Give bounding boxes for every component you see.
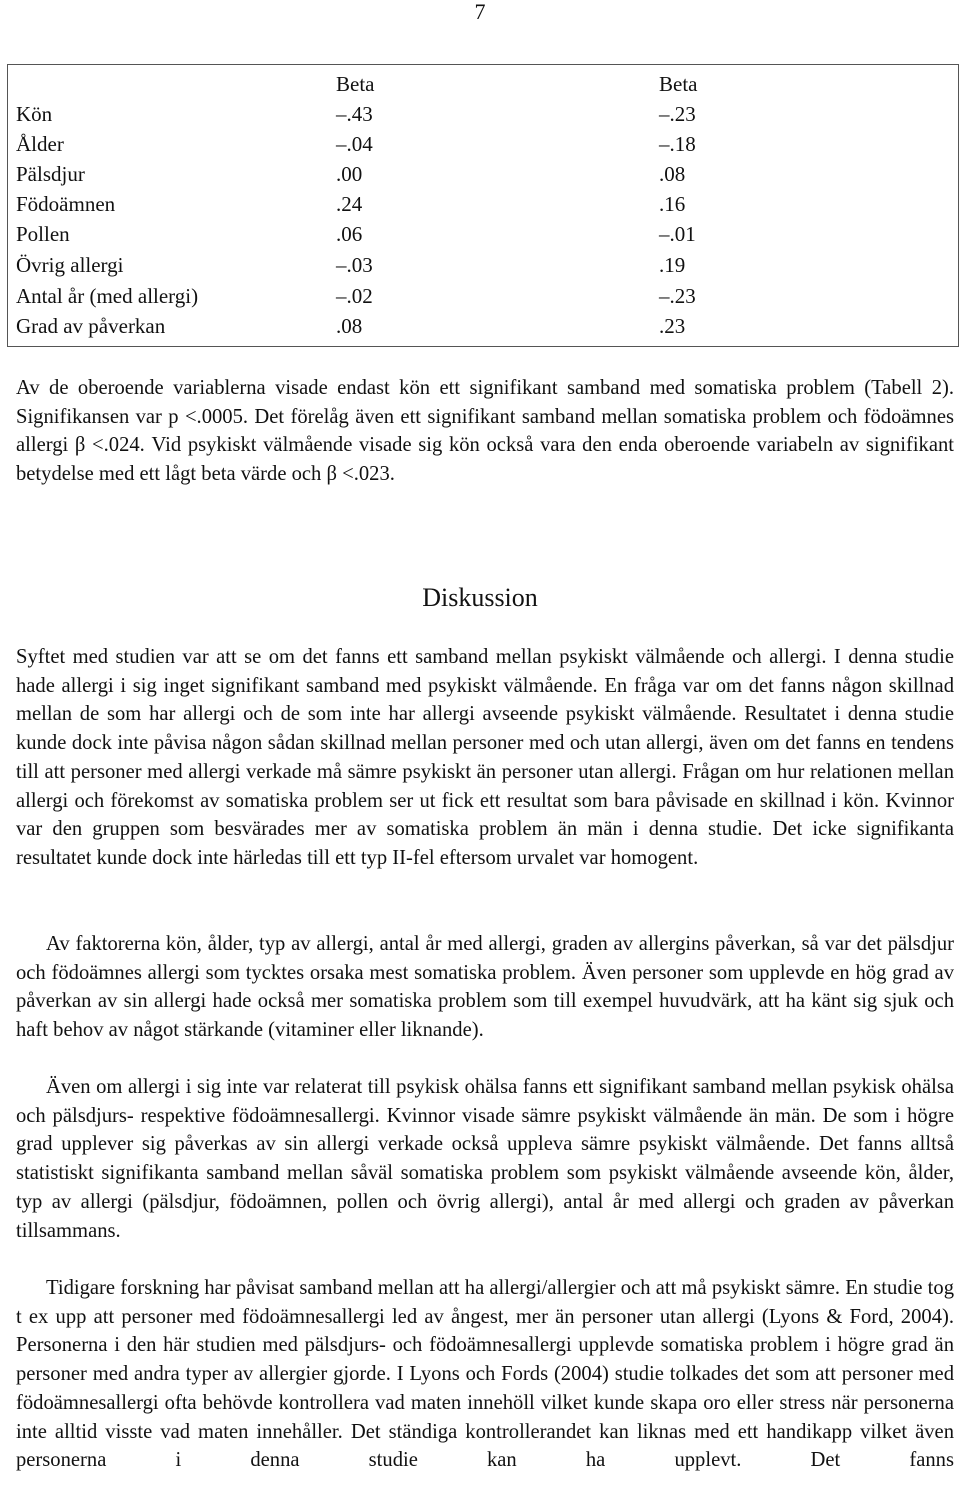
table-cell-beta-2: .08 (659, 162, 686, 186)
table-cell-label: Grad av påverkan (16, 314, 166, 338)
table-cell-beta-1: –.03 (336, 253, 373, 277)
table-cell-beta-1: –.43 (336, 102, 373, 126)
table-cell-beta-1: .06 (336, 222, 363, 246)
results-paragraph: Av de oberoende variablerna visade endast kön ett signifikant samband med somatiska problem (Tabell 2). Signifikansen var p <.0005. Det förelåg även ett signifikant samband mellan somatiska problem och födoämnes allergi β <.024. Vid psykiskt välmående visade sig kön också vara den enda oberoende variabeln av signifikant betydelse med ett lågt beta värde och β <.023. (16, 377, 954, 486)
table-row (16, 281, 946, 311)
table-row (16, 159, 946, 189)
table-cell-beta-2: –.01 (659, 222, 696, 246)
table-cell-beta-2: .16 (659, 192, 686, 216)
discussion-paragraph-3: Även om allergi i sig inte var relaterat till psykisk ohälsa fanns ett signifikant samband mellan psykisk ohälsa och pälsdjurs- respektive födoämnesallergi. Kvinnor visade sämre psykiskt välmående än män. De som i högre grad upplever sig påverkas av sin allergi verkade också uppleva sämre psykiskt välmående. Det fanns alltså statistiskt signifikanta samband mellan såväl somatiska problem som psykiskt välmående avseende kön, ålder, typ av allergi (pälsdjur, födoämnen, pollen och övrig allergi), antal år med allergi och graden av påverkan tillsammans. (16, 1076, 954, 1242)
table-header-row (16, 69, 946, 99)
section-heading: Diskussion (422, 583, 538, 612)
table-cell-beta-1: .24 (336, 192, 363, 216)
table-row (16, 219, 946, 249)
table-row (16, 250, 946, 280)
table-row (16, 189, 946, 219)
table-cell-label: Pälsdjur (16, 162, 85, 186)
table-cell-beta-1: .00 (336, 162, 363, 186)
table-cell-beta-2: .19 (659, 253, 686, 277)
table-cell-label: Övrig allergi (16, 253, 124, 277)
table-cell-label: Ålder (16, 132, 64, 156)
table-cell-beta-2: –.23 (659, 284, 696, 308)
table-cell-beta-1: –.02 (336, 284, 373, 308)
table-cell-beta-1: –.04 (336, 132, 373, 156)
table-cell-label: Kön (16, 102, 53, 126)
table-cell-beta-2: .23 (659, 314, 686, 338)
table-row (16, 129, 946, 159)
table-cell-label: Antal år (med allergi) (16, 284, 199, 308)
beta-table (7, 64, 959, 347)
table-cell-beta-2: –.23 (659, 102, 696, 126)
table-header-beta-1: Beta (336, 72, 375, 96)
discussion-paragraph-4: Tidigare forskning har påvisat samband mellan att ha allergi/allergier och att må psykiskt sämre. En studie tog t ex upp att personer med födoämnesallergi led av ångest, mer än personer utan allergi (Lyons & Ford, 2004). Personerna i den här studien med pälsdjurs- och födoämnesallergi upplevde somatiska problem i högre grad än personer med andra typer av allergier gjorde. I Lyons och Fords (2004) studie tolkades det som att personer med födoämnesallergi ofta behövde kontrollera vad maten innehöll vilket kunde skapa oro eller stress när personerna inte alltid visste vad maten innehåller. Det ständiga kontrollerandet kan liknas med ett handikapp vilket även personerna i denna studie kan ha upplevt. Det fanns (16, 1277, 954, 1472)
table-cell-beta-1: .08 (336, 314, 363, 338)
discussion-paragraph-2: Av faktorerna kön, ålder, typ av allergi, antal år med allergi, graden av allergins påverkan, så var det pälsdjur och födoämnes allergi som tycktes orsaka mest somatiska problem. Även personer som upplevde en hög grad av påverkan av sin allergi hade också mer somatiska problem som till exempel huvudvärk, att ha känt sig sjuk och haft behov av något stärkande (vitaminer eller liknande). (16, 933, 954, 1042)
discussion-paragraph-1: Syftet med studien var att se om det fanns ett samband mellan psykiskt välmående och allergi. I denna studie hade allergi i sig inget signifikant samband med psykiskt välmående. En fråga var om det fanns någon skillnad mellan de som har allergi och de som inte har allergi avseende psykiskt välmående. Resultatet i denna studie kunde dock inte påvisa någon sådan skillnad mellan personer med och utan allergi, även om det fanns en tendens till att personer med allergi verkade må sämre psykiskt än personer utan allergi. Frågan om hur relationen mellan allergi och förekomst av somatiska problem ser ut fick ett resultat som bara påvisade en skillnad i kön. Kvinnor var den gruppen som besvärades mer av somatiska problem än män i denna studie. Det icke signifikanta resultatet kunde dock inte härledas till ett typ II-fel eftersom urvalet var homogent. (16, 646, 954, 869)
table-cell-label: Pollen (16, 222, 70, 246)
table-cell-beta-2: –.18 (659, 132, 696, 156)
table-row (16, 311, 946, 341)
table-header-beta-2: Beta (659, 72, 698, 96)
table-cell-label: Födoämnen (16, 192, 116, 216)
page-number: 7 (474, 0, 486, 24)
table-row (16, 99, 946, 129)
